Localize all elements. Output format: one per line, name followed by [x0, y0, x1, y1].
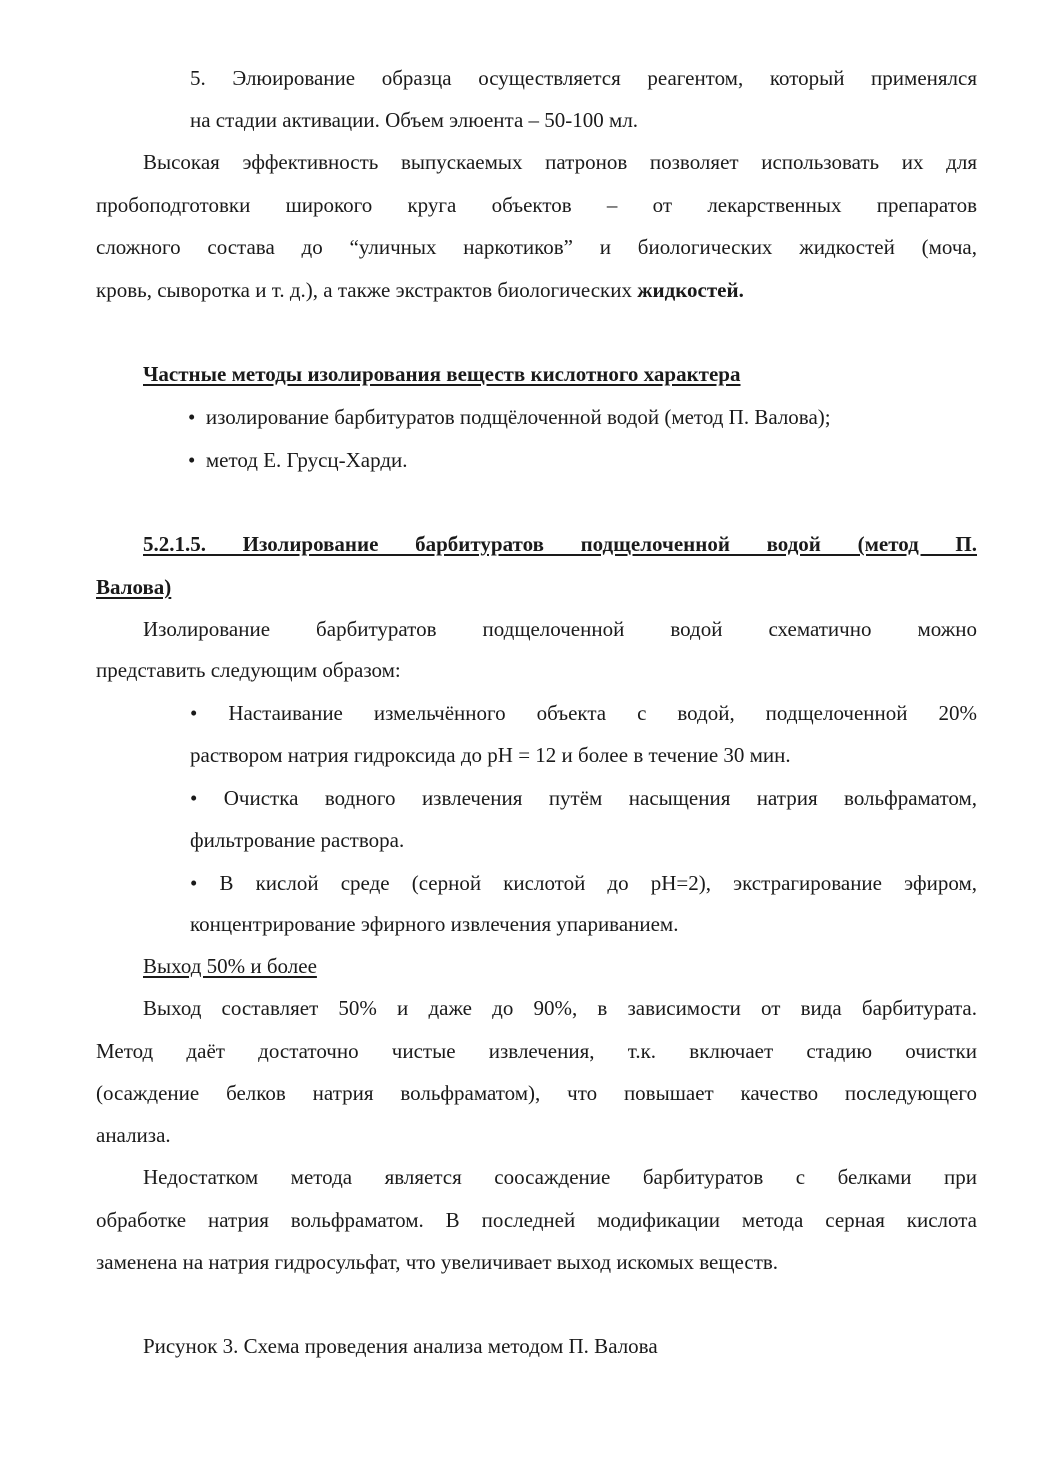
drawback-para-line3: заменена на натрия гидросульфат, что увеличивает выход искомых веществ. [96, 1250, 779, 1274]
list-item [188, 404, 831, 430]
yield-para-line4: анализа. [96, 1123, 171, 1147]
efficiency-line1: Высокая эффективность выпускаемых патронов позволяет использовать их для [143, 150, 977, 174]
step5-line1: 5. Элюирование образца осуществляется реагентом, который применялся [190, 66, 977, 90]
section-5215-heading-line1: 5.2.1.5. Изолирование барбитуратов подщелоченной водой (метод П. [143, 532, 977, 556]
intro-line2: представить следующим образом: [96, 658, 401, 682]
section-5215-heading-line2: Валова) [96, 575, 172, 599]
drawback-para-line2: обработке натрия вольфраматом. В последней модификации метода серная кислота [96, 1208, 977, 1232]
list-item [188, 447, 408, 473]
figure-caption: Рисунок 3. Схема проведения анализа методом П. Валова [143, 1334, 658, 1358]
drawback-para-line1: Недостатком метода является соосаждение барбитуратов с белками при [143, 1165, 977, 1189]
step5-line2: на стадии активации. Объем элюента – 50-100 мл. [190, 108, 639, 132]
private-methods-heading: Частные методы изолирования веществ кислотного характера [143, 362, 741, 386]
step-item-2-line1: • Очистка водного извлечения путём насыщения натрия вольфраматом, [190, 786, 977, 810]
efficiency-line3: сложного состава до “уличных наркотиков” и биологических жидкостей (моча, [96, 235, 977, 259]
bullet-icon: • [188, 448, 196, 472]
step-item-1-line2: раствором натрия гидроксида до рН = 12 и более в течение 30 мин. [190, 743, 791, 767]
step-item-1-line1: • Настаивание измельчённого объекта с водой, подщелоченной 20% [190, 701, 977, 725]
list-item-text: изолирование барбитуратов подщёлоченной водой (метод П. Валова); [205, 405, 831, 429]
bullet-icon: • [188, 405, 196, 429]
step-item-2-line2: фильтрование раствора. [190, 828, 405, 852]
efficiency-line4 [96, 277, 977, 303]
efficiency-line2: пробоподготовки широкого круга объектов – от лекарственных препаратов [96, 193, 977, 217]
yield-para-line2: Метод даёт достаточно чистые извлечения, т.к. включает стадию очистки [96, 1039, 977, 1063]
intro-line1: Изолирование барбитуратов подщелоченной водой схематично можно [143, 617, 977, 641]
yield-para-line1: Выход составляет 50% и даже до 90%, в зависимости от вида барбитурата. [143, 996, 977, 1020]
efficiency-line4-bold: жидкостей. [637, 278, 744, 302]
list-item-text: метод Е. Грусц-Харди. [205, 448, 408, 472]
step-item-3-line1: • В кислой среде (серной кислотой до рН=2), экстрагирование эфиром, [190, 871, 977, 895]
yield-label: Выход 50% и более [143, 954, 317, 978]
step-item-3-line2: концентрирование эфирного извлечения упариванием. [190, 912, 679, 936]
efficiency-line4-text: кровь, сыворотка и т. д.), а также экстрактов биологических [96, 278, 638, 302]
yield-para-line3: (осаждение белков натрия вольфраматом), что повышает качество последующего [96, 1081, 977, 1105]
